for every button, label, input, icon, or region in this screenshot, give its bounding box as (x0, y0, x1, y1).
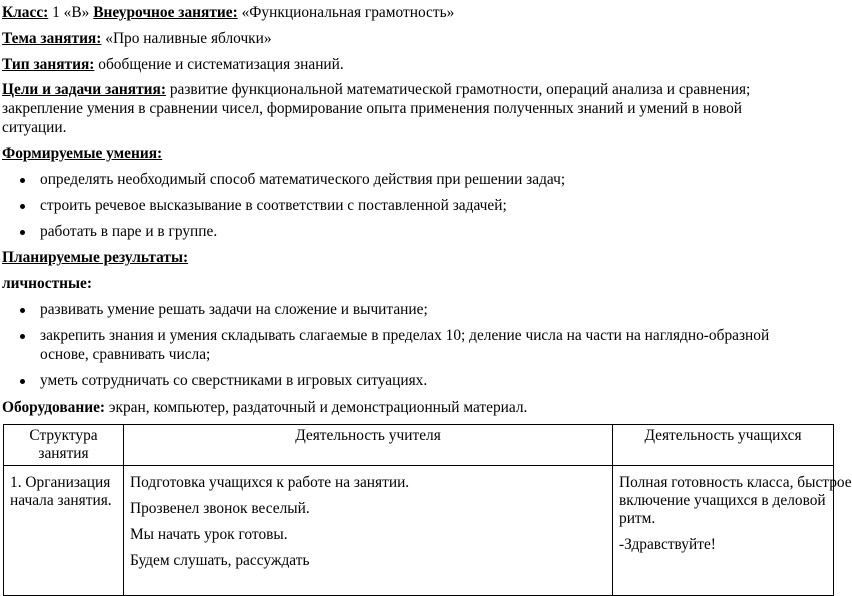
bullet-icon (20, 230, 25, 235)
teacher-line-1: Подготовка учащихся к работе на занятии. (130, 474, 410, 491)
goals-line-2: закрепление умения в сравнении чисел, формирование опыта применения полученных знаний и умений в новой (2, 100, 743, 117)
activity-label: Внеурочное занятие: (93, 4, 238, 21)
teacher-line-3: Мы начать урок готовы. (130, 526, 288, 543)
skills-item-2: строить речевое высказывание в соответствии с поставленной задачей; (40, 197, 507, 214)
stage-line-2: начала занятия. (10, 492, 112, 509)
class-line (2, 3, 454, 22)
goals-label: Цели и задачи занятия: (2, 81, 166, 98)
class-label: Класс: (2, 4, 49, 21)
results-item-2: закрепить знания и умения складывать слагаемые в пределах 10; деление числа на части на наглядно-образной (40, 327, 770, 344)
header-structure (4, 425, 124, 466)
topic-value: «Про наливные яблочки» (105, 30, 272, 47)
topic-line (2, 29, 272, 48)
stage-line-1: 1. Организация (10, 474, 111, 491)
results-heading: Планируемые результаты: (2, 249, 189, 266)
bullet-icon (20, 334, 25, 339)
header-structure-line-2: занятия (38, 445, 89, 462)
goals-line-3: ситуации. (2, 119, 67, 136)
bullet-icon (20, 204, 25, 209)
topic-label: Тема занятия: (2, 30, 102, 47)
header-students: Деятельность учащихся (613, 425, 834, 466)
lesson-table (3, 424, 852, 596)
results-item-3: уметь сотрудничать со сверстниками в игровых ситуациях. (40, 372, 428, 389)
skills-item-1: определять необходимый способ математического действия при решении задач; (40, 171, 566, 188)
table-row (4, 466, 834, 596)
equipment-line (2, 398, 527, 417)
results-subheading: личностные: (2, 275, 92, 292)
student-line-3: ритм. (619, 510, 656, 527)
bullet-icon (20, 178, 25, 183)
students-cell (613, 466, 852, 596)
stage-cell (4, 466, 124, 596)
equipment-label: Оборудование: (2, 399, 106, 416)
skills-heading: Формируемые умения: (2, 145, 163, 162)
teacher-line-2: Прозвенел звонок веселый. (130, 500, 310, 517)
bullet-icon (20, 308, 25, 313)
results-item-1: развивать умение решать задачи на сложение и вычитание; (40, 301, 428, 318)
equipment-value: экран, компьютер, раздаточный и демонстрационный материал. (108, 399, 528, 416)
skills-item-3: работать в паре и в группе. (40, 223, 218, 240)
teacher-cell (124, 466, 613, 596)
header-structure-line-1: Структура (29, 427, 98, 444)
type-value: обобщение и систематизация знаний. (98, 56, 344, 73)
bullet-icon (20, 379, 25, 384)
class-value: 1 «В» (52, 4, 90, 21)
type-line (2, 55, 344, 74)
type-label: Тип занятия: (2, 56, 95, 73)
student-line-2: включение учащихся в деловой (619, 492, 826, 509)
teacher-line-4: Будем слушать, рассуждать (130, 552, 310, 569)
table-header-row (4, 425, 834, 466)
student-line-1: Полная готовность класса, быстрое (619, 474, 852, 491)
results-item-2-cont: основе, сравнивать числа; (40, 346, 211, 363)
header-teacher: Деятельность учителя (124, 425, 613, 466)
student-line-4: -Здравствуйте! (619, 536, 716, 553)
activity-value: «Функциональная грамотность» (241, 4, 455, 21)
goals-line-1 (2, 80, 750, 99)
goals-text-1: развитие функциональной математической грамотности, операций анализа и сравнения; (169, 81, 751, 98)
